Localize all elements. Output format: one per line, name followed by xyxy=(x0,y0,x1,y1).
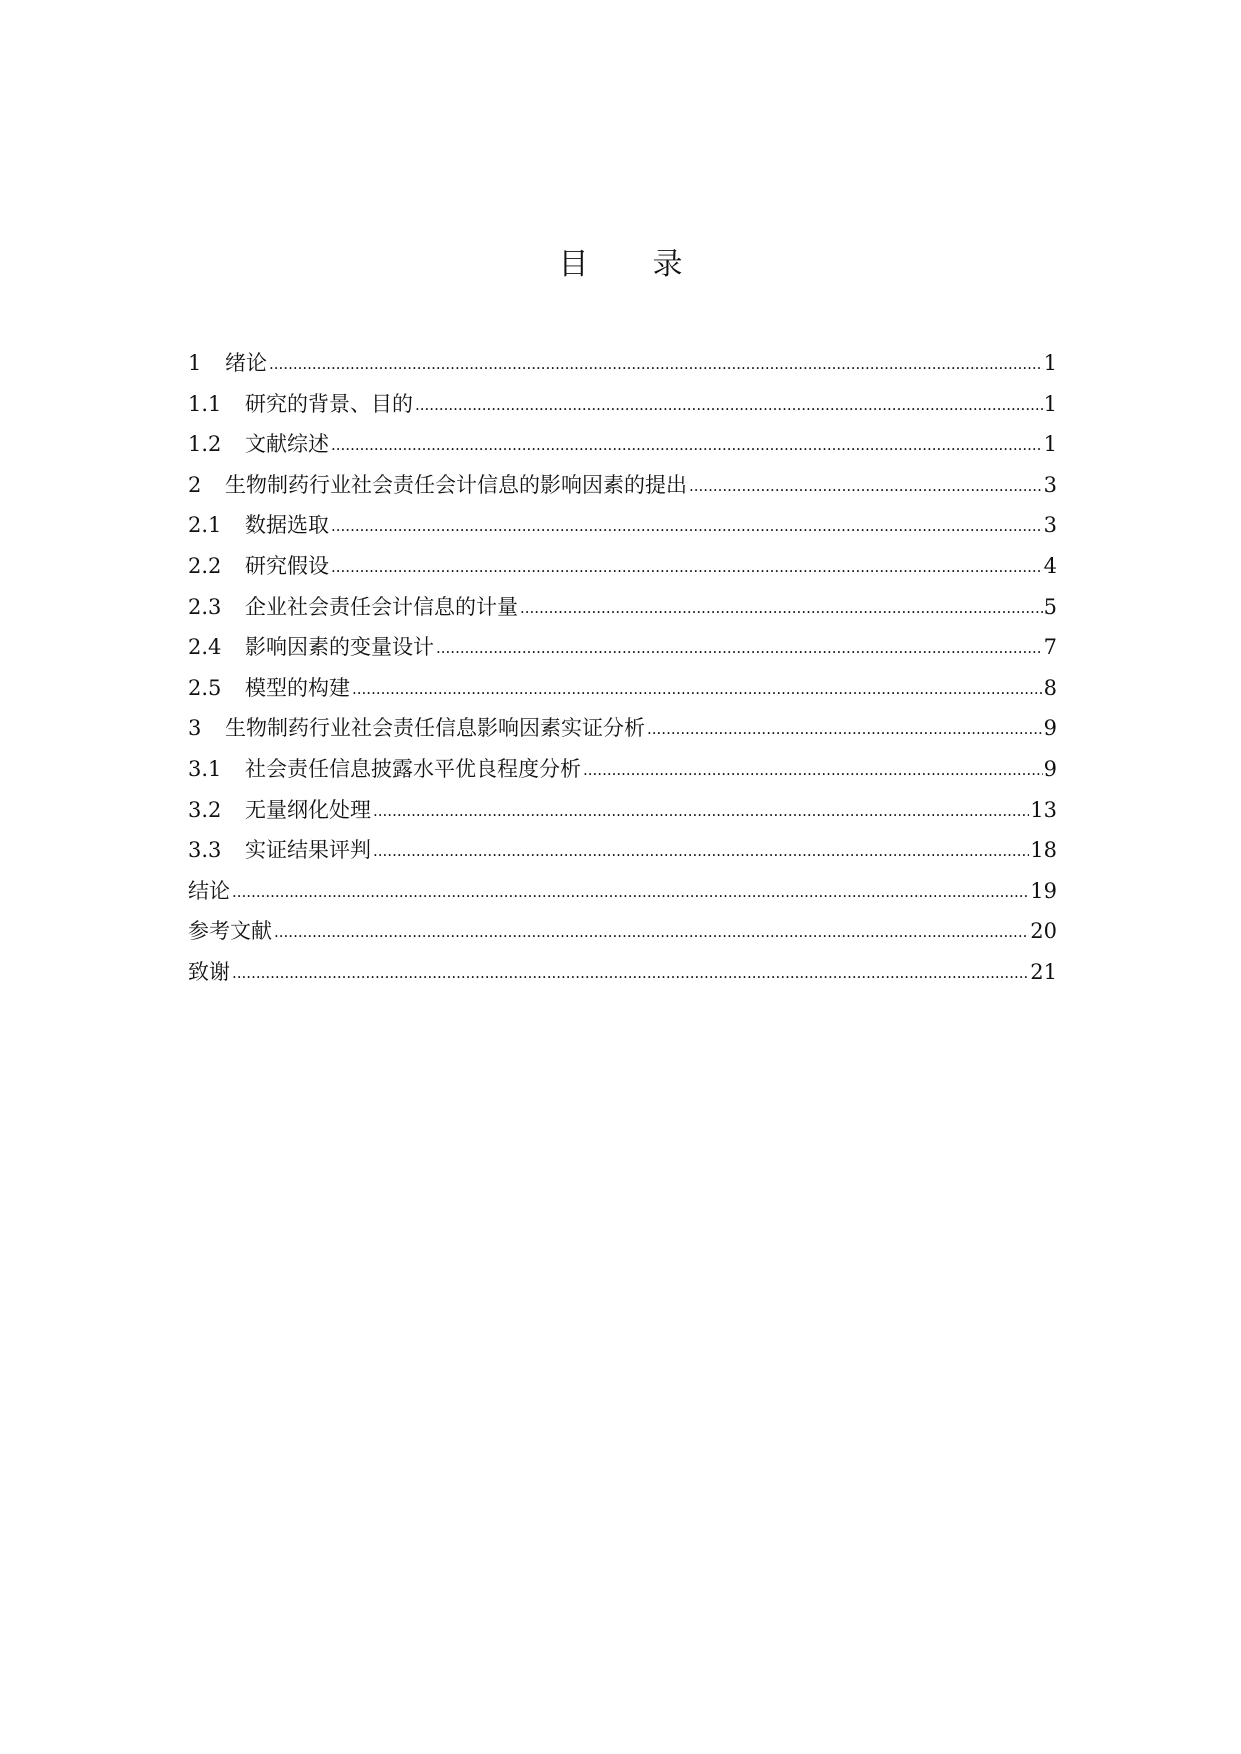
toc-entry-title: 无量纲化处理 xyxy=(245,797,371,822)
toc-entry-page: 18 xyxy=(1030,838,1057,863)
toc-dot-leader xyxy=(647,707,1043,750)
toc-title xyxy=(0,245,1241,285)
toc-entry-2-1[interactable] xyxy=(188,505,1057,546)
toc-entry-number: 3 xyxy=(188,716,202,741)
toc-dot-leader xyxy=(331,504,1043,547)
toc-dot-leader xyxy=(373,829,1029,872)
toc-dot-leader xyxy=(274,910,1029,953)
toc-entry-page: 1 xyxy=(1043,391,1057,416)
toc-entry-title: 社会责任信息披露水平优良程度分析 xyxy=(245,756,581,781)
toc-entry-title: 文献综述 xyxy=(245,432,329,457)
toc-entry-number: 2.1 xyxy=(188,513,222,538)
toc-entry-3[interactable] xyxy=(188,708,1057,749)
toc-entry-page: 3 xyxy=(1043,472,1057,497)
toc-title-part1: 目 xyxy=(558,247,589,282)
toc-entry-acknowledgements[interactable] xyxy=(188,952,1057,993)
toc-entry-title: 企业社会责任会计信息的计量 xyxy=(245,594,518,619)
toc-entry-2-5[interactable] xyxy=(188,668,1057,709)
toc-entry-2-3[interactable] xyxy=(188,587,1057,628)
toc-entry-3-3[interactable] xyxy=(188,830,1057,871)
toc-entry-title: 模型的构建 xyxy=(245,675,350,700)
toc-dot-leader xyxy=(232,951,1029,994)
toc-entry-title: 绪论 xyxy=(225,351,267,375)
toc-entry-2[interactable] xyxy=(188,465,1057,506)
toc-entry-page: 1 xyxy=(1043,351,1057,375)
toc-entry-title: 致谢 xyxy=(188,959,230,984)
toc-entry-page: 9 xyxy=(1043,716,1057,741)
toc-entry-page: 1 xyxy=(1043,432,1057,457)
toc-entry-page: 4 xyxy=(1043,553,1057,578)
toc-dot-leader xyxy=(689,464,1043,507)
toc-entry-page: 19 xyxy=(1030,878,1057,903)
toc-entry-3-1[interactable] xyxy=(188,749,1057,790)
toc-entry-conclusion[interactable] xyxy=(188,871,1057,912)
toc-entry-number: 3.3 xyxy=(188,838,222,863)
toc-entry-number: 2.4 xyxy=(188,635,222,660)
toc-entry-page: 7 xyxy=(1043,635,1057,660)
toc-dot-leader xyxy=(352,667,1043,710)
toc-dot-leader xyxy=(331,545,1043,588)
toc-entry-title: 研究的背景、目的 xyxy=(245,391,413,416)
toc-entry-2-2[interactable] xyxy=(188,546,1057,587)
toc-entry-title: 参考文献 xyxy=(188,919,272,944)
toc-entry-number: 2.2 xyxy=(188,553,222,578)
toc-dot-leader xyxy=(331,423,1043,466)
toc-entry-1-1[interactable] xyxy=(188,384,1057,425)
toc-entry-title: 数据选取 xyxy=(245,513,329,538)
toc-entry-references[interactable] xyxy=(188,911,1057,952)
toc-entry-title: 结论 xyxy=(188,878,230,903)
toc-entry-1-2[interactable] xyxy=(188,424,1057,465)
toc-entry-page: 9 xyxy=(1043,756,1057,781)
toc-entry-number: 3.1 xyxy=(188,756,222,781)
toc-dot-leader xyxy=(583,748,1043,791)
toc-list xyxy=(188,343,1057,993)
toc-entry-number: 2 xyxy=(188,472,202,497)
toc-entry-page: 13 xyxy=(1030,797,1057,822)
toc-dot-leader xyxy=(232,870,1029,913)
toc-entry-page: 3 xyxy=(1043,513,1057,538)
toc-entry-2-4[interactable] xyxy=(188,627,1057,668)
toc-entry-page: 21 xyxy=(1030,959,1057,984)
toc-dot-leader xyxy=(269,342,1043,385)
toc-dot-leader xyxy=(520,586,1043,629)
toc-entry-number: 2.3 xyxy=(188,594,222,619)
toc-entry-number: 2.5 xyxy=(188,675,222,700)
toc-entry-1[interactable] xyxy=(188,343,1057,384)
toc-entry-page: 20 xyxy=(1030,919,1057,944)
toc-entry-title: 生物制药行业社会责任会计信息的影响因素的提出 xyxy=(225,472,687,497)
toc-entry-title: 影响因素的变量设计 xyxy=(245,635,434,660)
toc-entry-number: 1.2 xyxy=(188,432,222,457)
toc-dot-leader xyxy=(373,789,1029,832)
toc-dot-leader xyxy=(436,626,1043,669)
toc-dot-leader xyxy=(415,383,1043,426)
toc-entry-3-2[interactable] xyxy=(188,790,1057,831)
toc-entry-title: 研究假设 xyxy=(245,553,329,578)
toc-entry-title: 生物制药行业社会责任信息影响因素实证分析 xyxy=(225,716,645,741)
toc-entry-number: 3.2 xyxy=(188,797,222,822)
toc-title-part2: 录 xyxy=(652,247,683,282)
toc-entry-page: 8 xyxy=(1043,675,1057,700)
toc-entry-number: 1.1 xyxy=(188,391,222,416)
toc-entry-number: 1 xyxy=(188,351,202,375)
toc-entry-title: 实证结果评判 xyxy=(245,838,371,863)
toc-entry-page: 5 xyxy=(1043,594,1057,619)
